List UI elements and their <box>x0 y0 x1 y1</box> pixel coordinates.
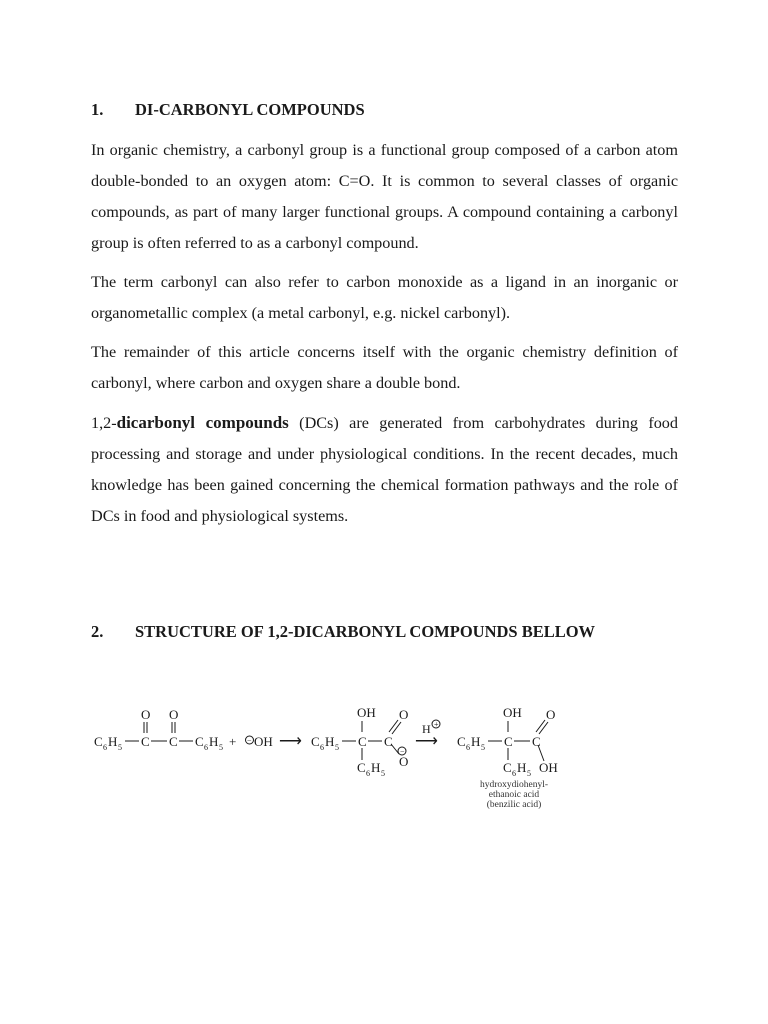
intermediate-molecule <box>311 705 408 778</box>
oxygen-1: O <box>141 707 151 722</box>
sub-5: 5 <box>219 743 223 752</box>
section-2-number: 2. <box>91 622 104 641</box>
int-minus-charge: − <box>400 747 405 756</box>
int-oxygen-top: O <box>399 707 409 722</box>
dicarbonyl-prefix: 1,2- <box>91 414 117 432</box>
caption-line-1: hydroxydiohenyl- <box>479 780 549 790</box>
phenyl-right-h: H <box>209 734 219 749</box>
phenyl-left-h: H <box>108 734 118 749</box>
paragraph-carbonyl-ligand: The term carbonyl can also refer to carbon monoxide as a ligand in an inorganic or organometallic complex (a metal carbonyl, e.g. nickel carbonyl). <box>91 273 678 322</box>
sub-5: 5 <box>527 769 531 778</box>
section-1-number: 1. <box>91 100 104 119</box>
phenyl-left-c: C <box>94 734 103 749</box>
sub-6: 6 <box>512 769 516 778</box>
sub-6: 6 <box>103 743 107 752</box>
plus-sign: + <box>229 734 237 749</box>
product-caption <box>480 780 548 810</box>
sub-5: 5 <box>118 743 122 752</box>
caption-line-2: ethanoic acid <box>488 790 540 800</box>
phenyl-right-c: C <box>195 734 204 749</box>
section-1-title: DI-CARBONYL COMPOUNDS <box>135 100 365 119</box>
prod-phenyl-c: C <box>457 734 466 749</box>
prod-phenyl-down-h: H <box>517 760 527 775</box>
benzil-molecule <box>94 707 223 752</box>
benzilic-acid-rearrangement-diagram <box>91 690 691 830</box>
int-phenyl-h: H <box>325 734 335 749</box>
sub-5: 5 <box>381 769 385 778</box>
prod-phenyl-h: H <box>471 734 481 749</box>
paragraph-dicarbonyl-compounds <box>91 407 678 532</box>
int-phenyl-down-c: C <box>357 760 366 775</box>
reaction-arrow-2: ⟶ <box>415 733 438 750</box>
oxygen-2: O <box>169 707 179 722</box>
prod-hydroxyl-top: OH <box>503 705 522 720</box>
sub-5: 5 <box>481 743 485 752</box>
benzilic-acid-molecule <box>457 705 558 778</box>
carbon-1: C <box>141 734 150 749</box>
sub-5: 5 <box>335 743 339 752</box>
section-1-heading <box>91 100 365 120</box>
dicarbonyl-description: (DCs) are generated from carbohydrates during food processing and storage and under physiological conditions. In the recent decades, much knowledge has been gained concerning the chemical formation pathways and the role of DCs in food and physiological systems. <box>91 414 678 525</box>
paragraph-organic-definition: The remainder of this article concerns itself with the organic chemistry definition of carbonyl, where carbon and oxygen share a double bond. <box>91 343 678 392</box>
int-oxygen-bottom: O <box>399 754 409 769</box>
sub-6: 6 <box>366 769 370 778</box>
prod-carbon-1: C <box>504 734 513 749</box>
int-phenyl-c: C <box>311 734 320 749</box>
minus-charge: − <box>247 736 252 745</box>
acid-step <box>415 720 439 750</box>
int-carbon-1: C <box>358 734 367 749</box>
reaction-arrow-1: ⟶ <box>279 733 302 750</box>
hydroxide-oh: OH <box>254 734 273 749</box>
caption-line-3: (benzilic acid) <box>486 800 542 810</box>
paragraph-carbonyl-definition: In organic chemistry, a carbonyl group is a functional group composed of a carbon atom double-bonded to an oxygen atom: C=O. It is common to several classes of organic compounds, as part of many larger functional groups. A compound containing a carbonyl group is often referred to as a carbonyl compound. <box>91 141 678 252</box>
reaction-scheme <box>91 690 691 830</box>
section-2-title: STRUCTURE OF 1,2-DICARBONYL COMPOUNDS BELLOW <box>135 622 596 641</box>
prod-oxygen: O <box>546 707 556 722</box>
int-phenyl-down-h: H <box>371 760 381 775</box>
sub-6: 6 <box>204 743 208 752</box>
acid-plus-charge: + <box>434 720 439 729</box>
prod-hydroxyl-acid: OH <box>539 760 558 775</box>
dicarbonyl-term: dicarbonyl compounds <box>116 413 289 432</box>
bond-lines <box>125 720 548 761</box>
prod-phenyl-down-c: C <box>503 760 512 775</box>
int-carbon-2: C <box>384 734 393 749</box>
section-2-heading <box>91 622 595 642</box>
acid-h: H <box>422 722 431 736</box>
prod-carbon-2: C <box>532 734 541 749</box>
sub-6: 6 <box>466 743 470 752</box>
int-hydroxyl: OH <box>357 705 376 720</box>
sub-6: 6 <box>320 743 324 752</box>
carbon-2: C <box>169 734 178 749</box>
